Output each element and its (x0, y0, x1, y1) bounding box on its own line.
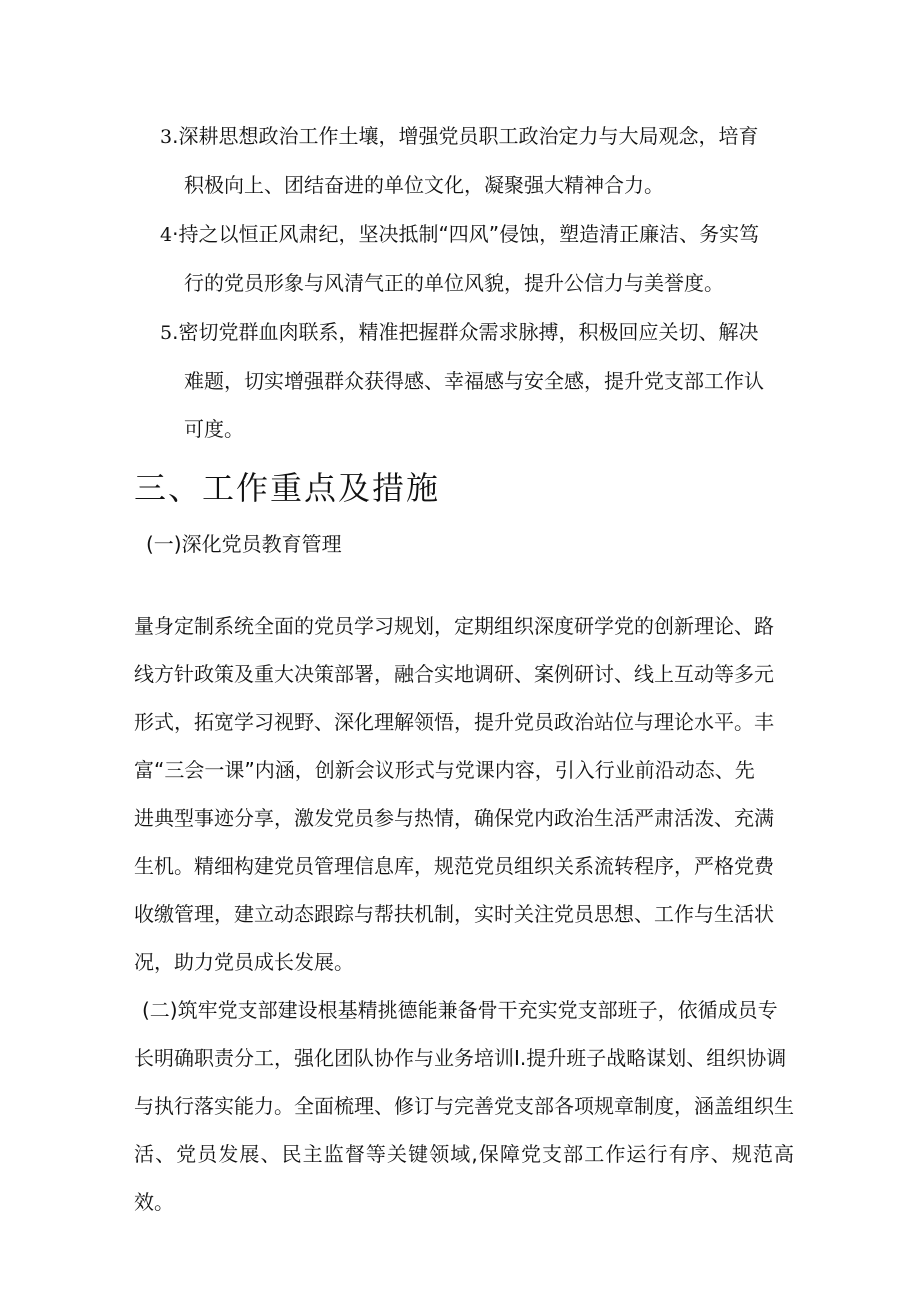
paragraph (134, 602, 794, 986)
paragraph-line: 收缴管理，建立动态跟踪与帮扶机制，实时关注党员思想、工作与生活状 (134, 902, 774, 926)
list-item-text-continued: 难题，切实增强群众获得感、幸福感与安全感，提升党支部工作认 (184, 369, 764, 393)
paragraph-line: 活、党员发展、民主监督等关键领域,保障党支部工作运行有序、规范高效。 (134, 1142, 794, 1214)
list-number: 5 (160, 322, 173, 344)
paragraph-line: 长明确职责分工，强化团队协作与业务培训I.提升班子战略谋划、组织协调 (134, 1046, 787, 1070)
list-item-3 (160, 112, 800, 209)
list-item-text: .深耕思想政治工作土壤，增强党员职工政治定力与大局观念，培育 (172, 124, 759, 148)
paragraph-line: 况，助力党员成长发展。 (134, 950, 354, 974)
list-item-text: ·持之以恒正风肃纪，坚决抵制“四风”侵蚀，塑造清正廉洁、务实笃 (172, 222, 760, 246)
subheading: (一)深化党员教育管理 (146, 532, 342, 556)
paragraph-line: 与执行落实能力。全面梳理、修订与完善党支部各项规章制度，涵盖组织生 (134, 1094, 794, 1118)
list-item-text-continued: 可度。 (184, 417, 244, 441)
paragraph-line: 富“三会一课”内涵，创新会议形式与党课内容，引入行业前沿动态、先 (134, 758, 755, 782)
paragraph-line: 生机。精细构建党员管理信息库，规范党员组织关系流转程序，严格党费 (134, 854, 774, 878)
paragraph-line: (二)筑牢党支部建设根基精挑德能兼备骨干充实党支部班子，依循成员专 (142, 998, 778, 1022)
section-heading: 三、工作重点及措施 (134, 469, 441, 507)
paragraph-line: 进典型事迹分享，激发党员参与热情，确保党内政治生活严肃活泼、充满 (134, 806, 774, 830)
paragraph-line: 线方针政策及重大决策部署，融合实地调研、案例研讨、线上互动等多元 (134, 662, 774, 686)
list-item-text-continued: 积极向上、团结奋进的单位文化，凝聚强大精神合力。 (184, 173, 664, 197)
paragraph (134, 986, 794, 1226)
list-item-4 (160, 210, 800, 307)
list-number: 3 (160, 126, 173, 148)
list-item-text: .密切党群血肉联系，精准把握群众需求脉搏，积极回应关切、解决 (172, 320, 759, 344)
paragraph-line: 形式，拓宽学习视野、深化理解领悟，提升党员政治站位与理论水平。丰 (134, 710, 774, 734)
list-number: 4 (160, 224, 173, 246)
paragraph-line: 量身定制系统全面的党员学习规划，定期组织深度研学党的创新理论、路 (134, 614, 774, 638)
list-item-text-continued: 行的党员形象与风清气正的单位风貌，提升公信力与美誉度。 (184, 271, 724, 295)
list-item-5 (160, 308, 800, 453)
